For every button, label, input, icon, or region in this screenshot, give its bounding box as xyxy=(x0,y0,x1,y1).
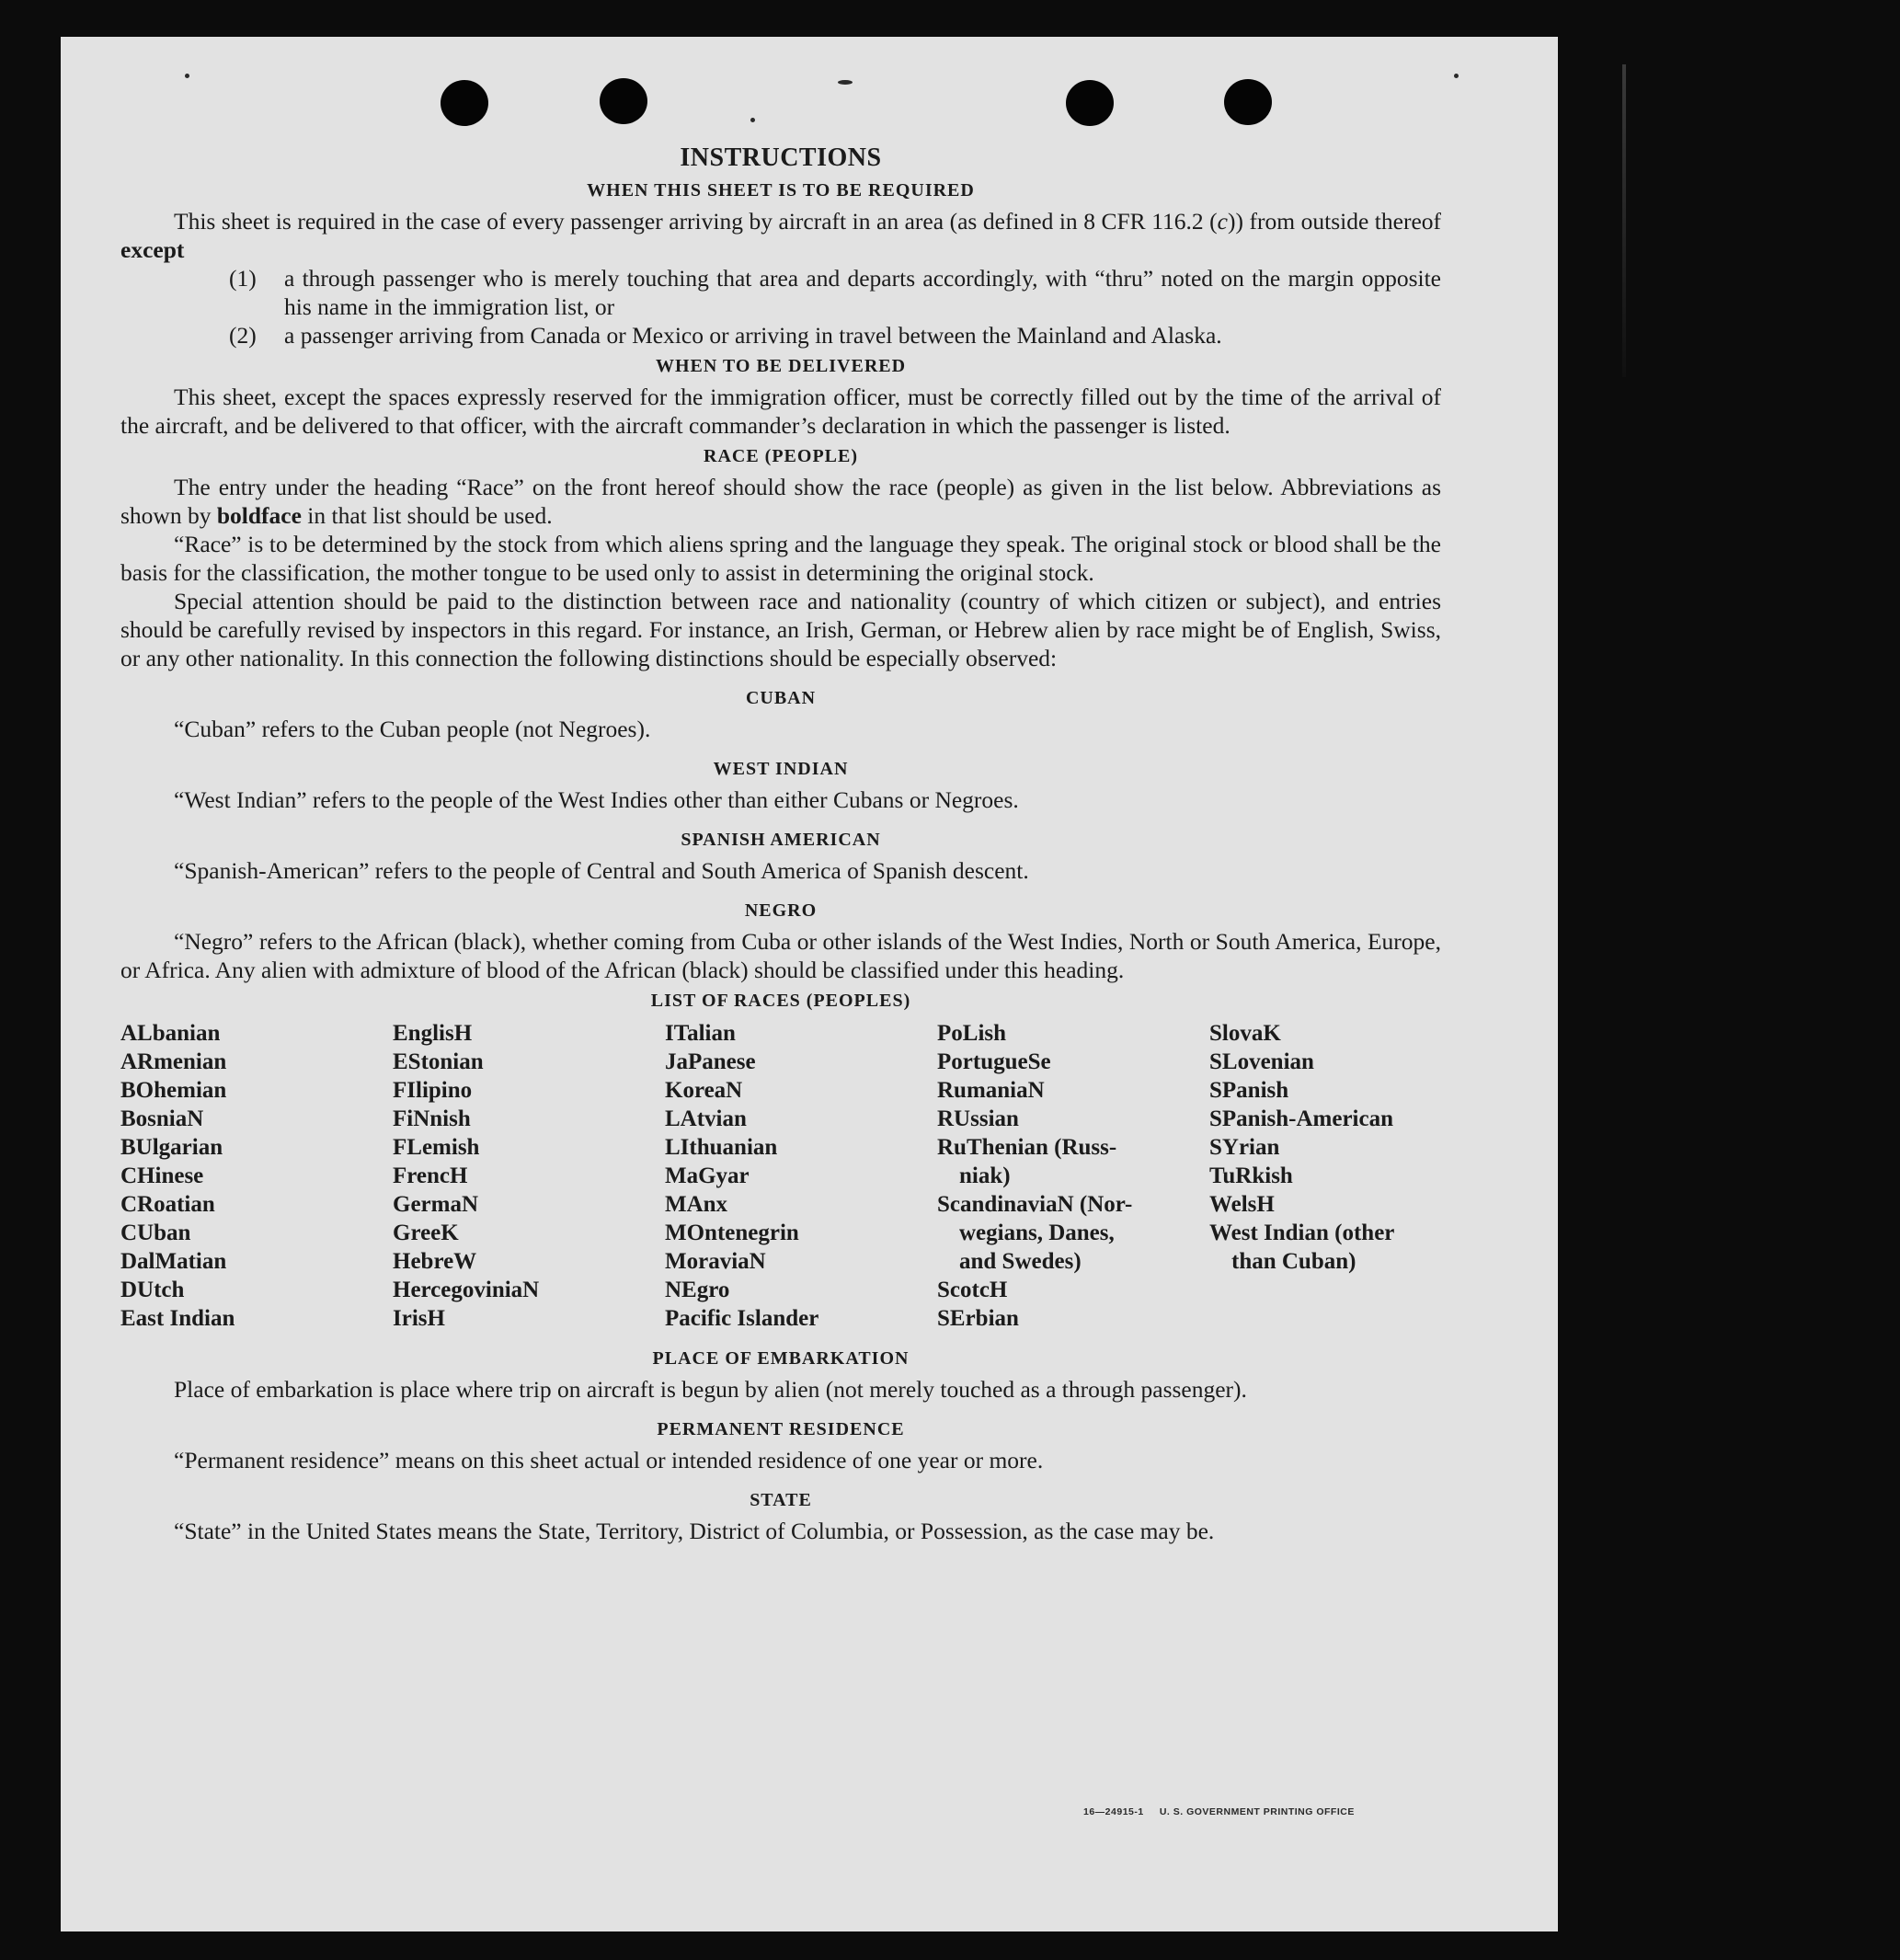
race-entry: ITalian xyxy=(665,1021,736,1046)
race-entry: PoLish xyxy=(937,1021,1007,1046)
race-entry: LIthuanian xyxy=(665,1135,778,1160)
race-entry: EStonian xyxy=(393,1049,484,1074)
race-entry: FrencH xyxy=(393,1163,468,1188)
race-entry: FIlipino xyxy=(393,1078,473,1103)
when-required-intro: This sheet is required in the case of every passenger arriving by aircraft in an area (as defined in 8 CFR 116.2 (c)) from outside thereof except xyxy=(120,208,1442,263)
form-number: 16—24915-1 xyxy=(1083,1806,1144,1817)
race-entry: than Cuban) xyxy=(1231,1249,1356,1274)
race-entry: MOntenegrin xyxy=(665,1221,799,1245)
punch-hole xyxy=(1066,80,1114,126)
race-entry: RumaniaN xyxy=(937,1078,1045,1103)
race-entry: ARmenian xyxy=(120,1049,227,1074)
exception-item-1: (1) a through passenger who is merely touching that area and departs accordingly, with “thru” noted on the margin opposite his name in the immigration list, or xyxy=(229,265,1441,320)
cuban-text: “Cuban” refers to the Cuban people (not Negroes). xyxy=(174,716,651,742)
race-entry: JaPanese xyxy=(665,1049,756,1074)
heading-embarkation: PLACE OF EMBARKATION xyxy=(652,1348,910,1369)
race-entry: PortugueSe xyxy=(937,1049,1051,1074)
heading-when-required: WHEN THIS SHEET IS TO BE REQUIRED xyxy=(587,180,975,201)
race-entry: FLemish xyxy=(393,1135,480,1160)
permanent-residence-text: “Permanent residence” means on this sheet actual or intended residence of one year or more. xyxy=(174,1447,1044,1473)
race-entry: SLovenian xyxy=(1209,1049,1314,1074)
spanish-american-text: “Spanish-American” refers to the people of Central and South America of Spanish descent. xyxy=(174,857,1029,884)
race-entry: GermaN xyxy=(393,1192,479,1217)
race-entry: NEgro xyxy=(665,1278,730,1302)
speck xyxy=(1454,74,1459,78)
race-entry: ALbanian xyxy=(120,1021,221,1046)
race-entry: BosniaN xyxy=(120,1106,204,1131)
heading-state: STATE xyxy=(750,1490,812,1510)
race-entry: SlovaK xyxy=(1209,1021,1281,1046)
race-entry: Pacific Islander xyxy=(665,1306,819,1331)
race-entry: SPanish-American xyxy=(1209,1106,1393,1131)
race-entry: wegians, Danes, xyxy=(959,1221,1115,1245)
race-entry: HebreW xyxy=(393,1249,477,1274)
race-column-1 xyxy=(120,1019,393,1333)
race-entry: MaGyar xyxy=(665,1163,750,1188)
embarkation-text: Place of embarkation is place where trip on aircraft is begun by alien (not merely touched as a through passenger). xyxy=(174,1376,1247,1403)
race-entry: IrisH xyxy=(393,1306,445,1331)
race-entry: HercegoviniaN xyxy=(393,1278,540,1302)
heading-list-of-races: LIST OF RACES (PEOPLES) xyxy=(650,991,911,1011)
when-delivered-text: This sheet, except the spaces expressly reserved for the immigration officer, must be correctly filled out by the time of the arrival of the aircraft, and be delivered to that officer, with the aircraft commander’s declaration in which the passenger is listed. xyxy=(120,384,1441,439)
race-column-4 xyxy=(937,1019,1209,1333)
race-entry: and Swedes) xyxy=(959,1249,1082,1274)
exception-item-2: (2) a passenger arriving from Canada or Mexico or arriving in travel between the Mainland and Alaska. xyxy=(229,322,1222,349)
heading-permanent-residence: PERMANENT RESIDENCE xyxy=(657,1419,905,1439)
state-text: “State” in the United States means the State, Territory, District of Columbia, or Possession, as the case may be. xyxy=(174,1518,1215,1544)
race-entry: CUban xyxy=(120,1221,191,1245)
race-entry: MAnx xyxy=(665,1192,728,1217)
race-entry: EnglisH xyxy=(393,1021,473,1046)
speck xyxy=(750,118,755,122)
race-entry: SYrian xyxy=(1209,1135,1280,1160)
race-paragraph-2: “Race” is to be determined by the stock from which aliens spring and the language they speak. The original stock or blood shall be the basis for the classification, the mother tongue to be used only to assist in determining the original stock. xyxy=(120,531,1441,586)
race-entry: CRoatian xyxy=(120,1192,215,1217)
punch-hole xyxy=(1224,79,1272,125)
race-entry: SErbian xyxy=(937,1306,1019,1331)
race-entry: SPanish xyxy=(1209,1078,1289,1103)
race-entry: West Indian (other xyxy=(1209,1221,1395,1245)
race-entry: FiNnish xyxy=(393,1106,471,1131)
heading-when-delivered: WHEN TO BE DELIVERED xyxy=(655,356,907,376)
race-column-3 xyxy=(665,1019,937,1333)
heading-west-indian: WEST INDIAN xyxy=(713,759,849,779)
race-entry: niak) xyxy=(959,1163,1011,1188)
heading-spanish-american: SPANISH AMERICAN xyxy=(681,830,881,850)
heading-cuban: CUBAN xyxy=(745,688,817,708)
race-entry: DUtch xyxy=(120,1278,185,1302)
race-entry: TuRkish xyxy=(1209,1163,1293,1188)
race-entry: WelsH xyxy=(1209,1192,1275,1217)
race-entry: LAtvian xyxy=(665,1106,747,1131)
race-paragraph-1: The entry under the heading “Race” on the front hereof should show the race (people) as given in the list below. Abbreviations as shown by boldface in that list should be used. xyxy=(120,474,1441,529)
race-entry: East Indian xyxy=(120,1306,235,1331)
race-column-5 xyxy=(1209,1019,1439,1333)
race-column-2 xyxy=(393,1019,665,1333)
background-edge xyxy=(1622,64,1626,377)
race-entry: MoraviaN xyxy=(665,1249,766,1274)
west-indian-text: “West Indian” refers to the people of the West Indies other than either Cubans or Negroes. xyxy=(174,786,1019,813)
print-imprint xyxy=(1083,1806,1355,1817)
negro-text: “Negro” refers to the African (black), whether coming from Cuba or other islands of the West Indies, North or South America, Europe, or Africa. Any alien with admixture of blood of the African (black) should be classified under this heading. xyxy=(120,928,1441,983)
race-entry: BUlgarian xyxy=(120,1135,223,1160)
heading-race: RACE (PEOPLE) xyxy=(704,446,858,466)
race-entry: KoreaN xyxy=(665,1078,743,1103)
race-entry: RUssian xyxy=(937,1106,1019,1131)
document-page xyxy=(61,37,1558,1931)
race-entry: BOhemian xyxy=(120,1078,227,1103)
speck xyxy=(838,80,853,85)
punch-hole xyxy=(441,80,488,126)
heading-negro: NEGRO xyxy=(744,900,818,921)
race-entry: GreeK xyxy=(393,1221,459,1245)
race-paragraph-3: Special attention should be paid to the distinction between race and nationality (country of which citizen or subject), and entries should be carefully revised by inspectors in this regard. For instance, an Irish, German, or Hebrew alien by race might be of English, Swiss, or any other nationality. In this connection the following distinctions should be especially observed: xyxy=(120,588,1441,671)
race-entry: CHinese xyxy=(120,1163,204,1188)
punch-hole xyxy=(600,78,647,124)
printer-name: U. S. GOVERNMENT PRINTING OFFICE xyxy=(1159,1806,1355,1817)
race-entry: DalMatian xyxy=(120,1249,227,1274)
page-title: INSTRUCTIONS xyxy=(680,143,882,172)
race-entry: ScotcH xyxy=(937,1278,1008,1302)
race-entry: RuThenian (Russ- xyxy=(937,1135,1117,1160)
race-list xyxy=(120,1019,1441,1333)
instructions-body xyxy=(120,143,1441,1545)
race-entry: ScandinaviaN (Nor- xyxy=(937,1192,1133,1217)
speck xyxy=(185,74,189,78)
